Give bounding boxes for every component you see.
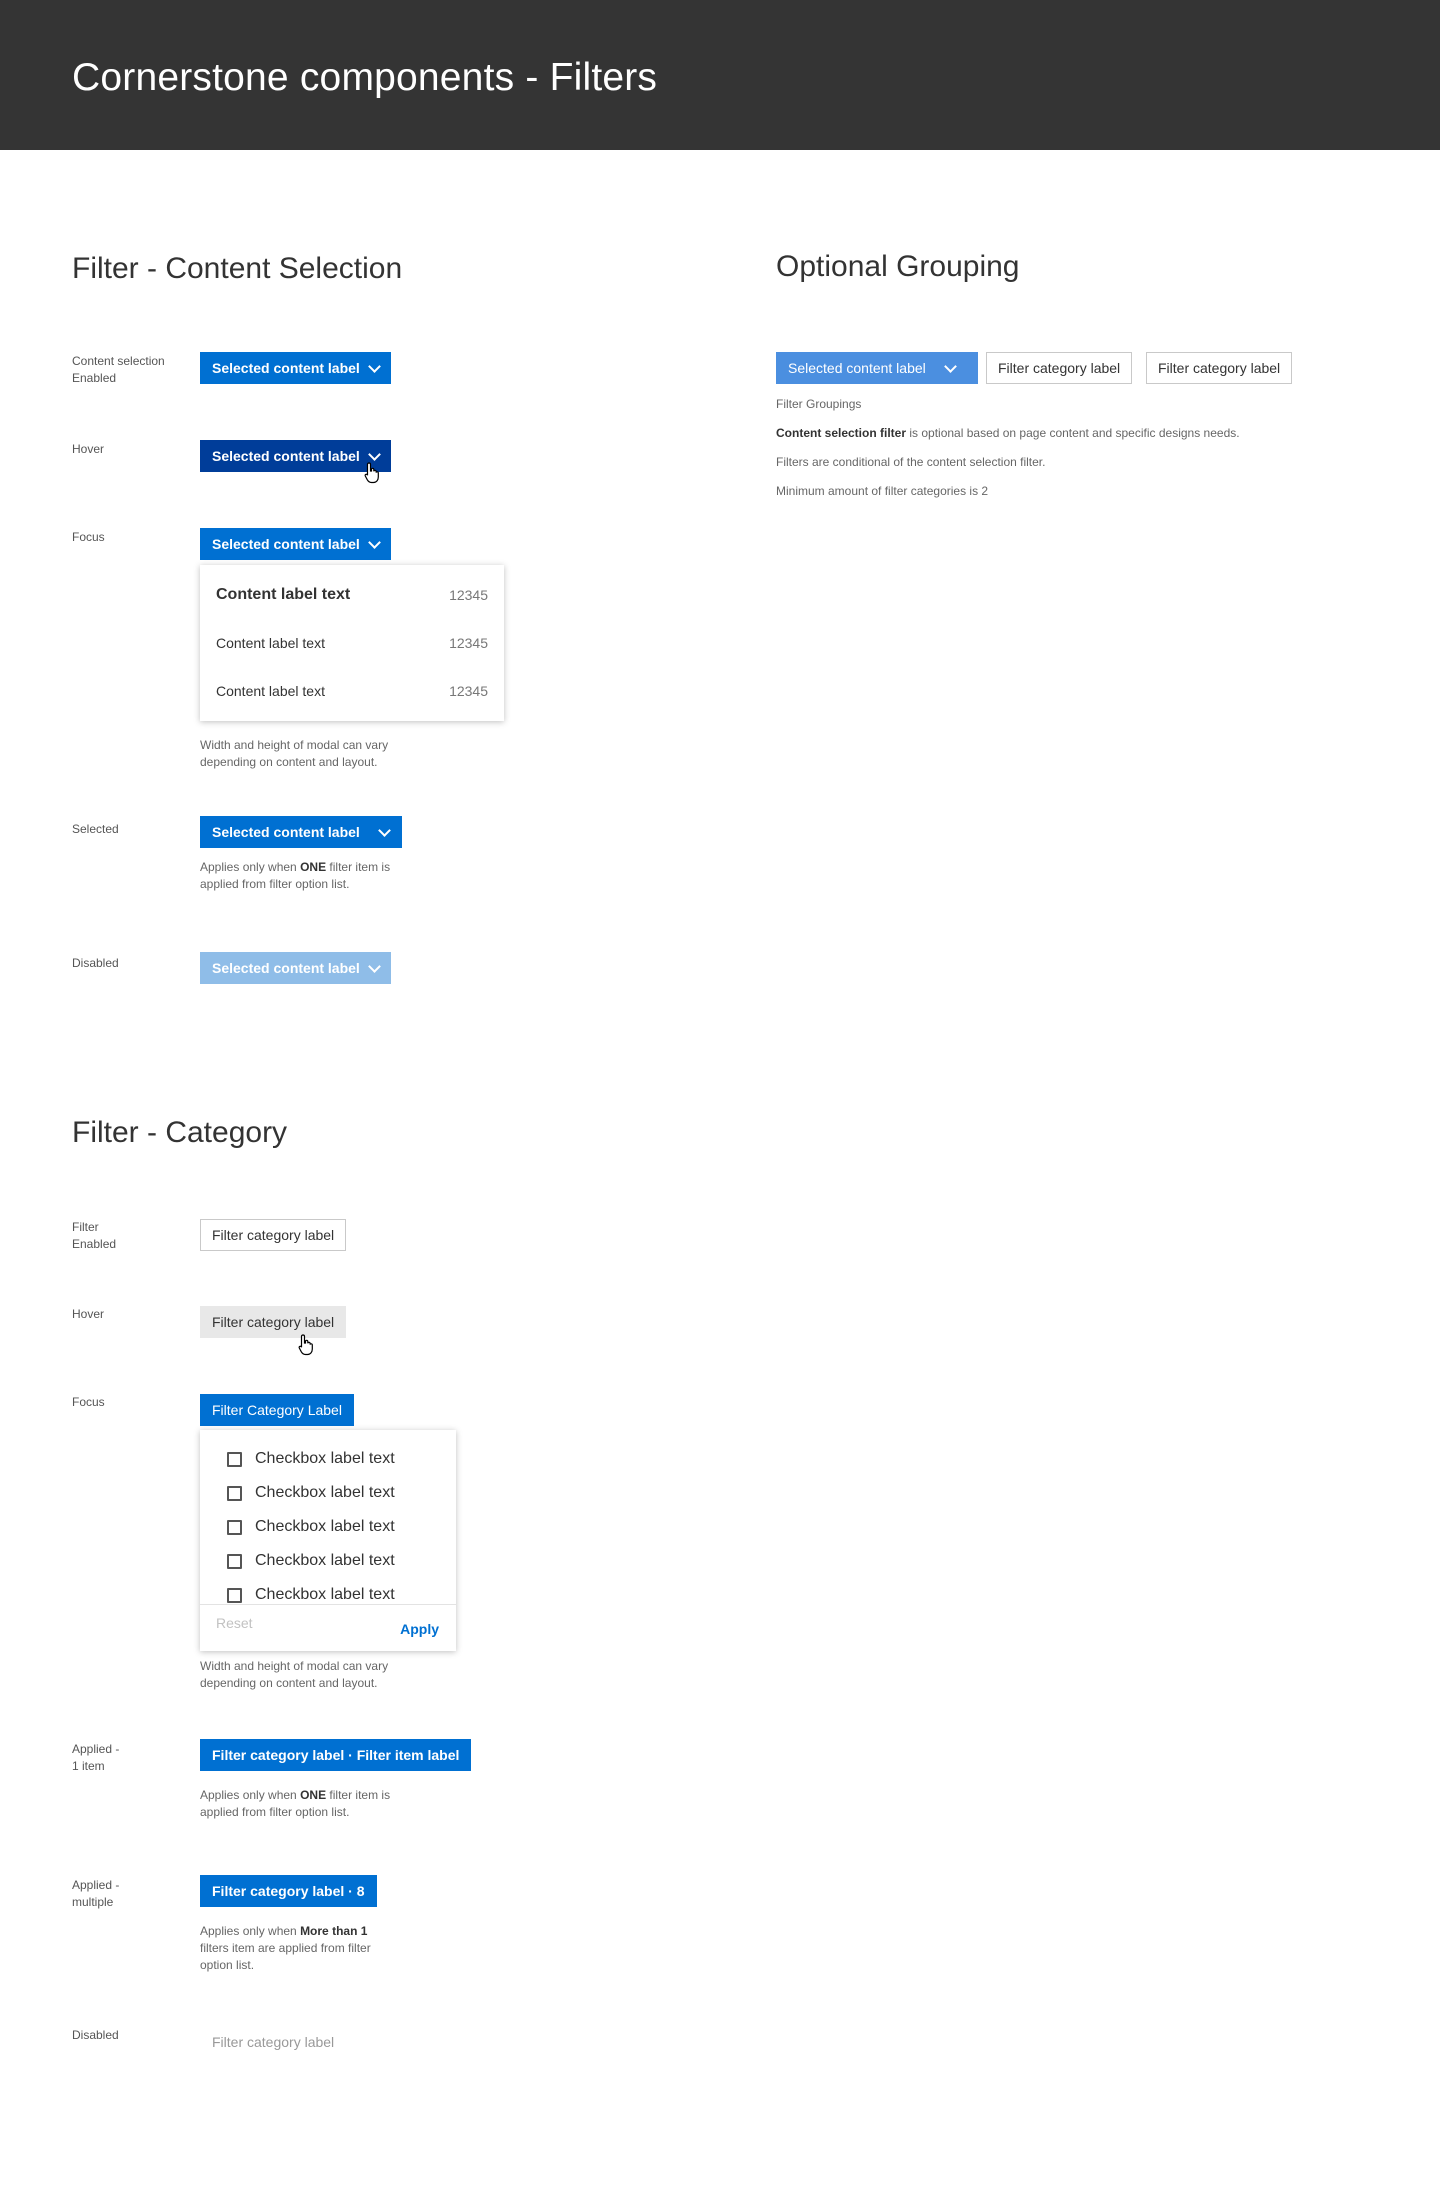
checkbox-icon[interactable] [227,1520,242,1535]
button-label: Selected content label [212,448,360,464]
checkbox-icon[interactable] [227,1452,242,1467]
note-text: Applies only when [200,860,301,874]
button-label: Filter category label · 8 [212,1883,365,1899]
button-label: Filter category label · Filter item label [212,1747,460,1763]
state-label-filter-disabled: Disabled [72,2028,119,2042]
state-label-line: Applied - [72,1742,120,1756]
chevron-down-icon [368,448,381,461]
note-text: filter item is [326,860,391,874]
menu-item-count: 12345 [449,683,488,699]
note-text: Applies only when [200,1788,301,1802]
state-label-filter-enabled [72,1219,182,1253]
selected-note [200,859,390,893]
content-selection-button-focus[interactable] [200,528,391,560]
checkbox-label: Checkbox label text [255,1586,395,1603]
note-bold: ONE [300,1788,327,1802]
menu-item-count: 12345 [449,587,488,603]
grouping-note-line: Minimum amount of filter categories is 2 [776,484,989,498]
button-label: Selected content label [212,960,360,976]
note-line: option list. [200,1958,255,1972]
content-selection-menu [200,565,504,721]
chevron-down-icon [368,536,381,549]
state-label-hover: Hover [72,442,105,456]
note-bold: Content selection filter [776,426,907,440]
checkbox-icon[interactable] [227,1554,242,1569]
note-bold: ONE [300,860,327,874]
note-text: is optional based on page content and specific designs needs. [906,426,1240,440]
grouping-caption: Filter Groupings [776,397,862,411]
menu-item-label: Content label text [216,586,351,603]
checkbox-list[interactable] [227,1442,447,1604]
grouping-content-selection-button[interactable] [776,352,978,384]
state-label-line: multiple [72,1895,114,1909]
button-label: Selected content label [212,360,360,376]
reset-button[interactable]: Reset [216,1615,253,1631]
filter-category-button-applied-one[interactable] [200,1739,471,1771]
note-line: depending on content and layout. [200,1676,378,1690]
filter-category-button-focus[interactable] [200,1394,354,1426]
checkbox-label: Checkbox label text [255,1518,395,1535]
state-label-applied-one [72,1741,182,1775]
button-label: Selected content label [212,824,360,840]
state-label-line: Applied - [72,1878,120,1892]
section-title-optional-grouping: Optional Grouping [776,250,1020,283]
checkbox-label: Checkbox label text [255,1450,395,1467]
filter-category-button-applied-multiple[interactable] [200,1875,377,1907]
page-title: Cornerstone components - Filters [72,56,658,99]
chevron-down-icon [944,360,957,373]
chevron-down-icon [378,824,391,837]
note-line: applied from filter option list. [200,1805,350,1819]
chevron-down-icon [368,960,381,973]
checkbox-item[interactable] [227,1544,447,1578]
menu-item-label: Content label text [216,635,325,651]
modal-note [200,1658,388,1692]
state-label-enabled [72,353,182,387]
filter-category-button-enabled[interactable]: Filter category label [200,1219,346,1251]
note-bold: More than 1 [300,1924,368,1938]
content-selection-button-selected[interactable] [200,816,402,848]
state-label-selected: Selected [72,822,119,836]
grouping-note-line: Filters are conditional of the content selection filter. [776,455,1046,469]
button-label: Selected content label [212,536,360,552]
menu-divider [200,1604,456,1605]
modal-note [200,737,388,771]
note-text: filter item is [326,1788,391,1802]
apply-button[interactable]: Apply [400,1621,439,1637]
grouping-category-button[interactable]: Filter category label [986,352,1132,384]
grouping-note-line [776,426,1240,440]
section-title-category: Filter - Category [72,1116,288,1149]
filter-category-menu [200,1430,456,1651]
filter-category-button-hover[interactable]: Filter category label [200,1306,346,1338]
menu-item[interactable] [200,619,504,667]
state-label-line: Enabled [72,1237,117,1251]
button-label: Selected content label [788,360,926,376]
note-text: Applies only when [200,1924,301,1938]
applied-multiple-note [200,1923,371,1974]
filter-category-button-disabled: Filter category label [212,2034,335,2050]
note-line: applied from filter option list. [200,877,350,891]
state-label-line: Enabled [72,371,117,385]
content-selection-button-enabled[interactable] [200,352,391,384]
checkbox-item[interactable] [227,1476,447,1510]
note-line: depending on content and layout. [200,755,378,769]
checkbox-item[interactable] [227,1578,447,1604]
state-label-line: 1 item [72,1759,105,1773]
content-selection-button-disabled [200,952,391,984]
hand-cursor-icon [364,462,380,484]
note-line: Width and height of modal can vary [200,738,389,752]
menu-item[interactable] [200,667,504,715]
checkbox-icon[interactable] [227,1486,242,1501]
checkbox-label: Checkbox label text [255,1552,395,1569]
state-label-line: Content selection [72,354,165,368]
state-label-filter-focus: Focus [72,1395,105,1409]
checkbox-item[interactable] [227,1442,447,1476]
applied-one-note [200,1787,390,1821]
menu-item-label: Content label text [216,683,325,699]
state-label-focus: Focus [72,530,105,544]
chevron-down-icon [368,360,381,373]
state-label-disabled: Disabled [72,956,119,970]
checkbox-icon[interactable] [227,1588,242,1603]
state-label-line: Filter [72,1220,99,1234]
content-selection-button-hover[interactable] [200,440,391,472]
section-title-content-selection: Filter - Content Selection [72,252,403,285]
grouping-category-button[interactable]: Filter category label [1146,352,1292,384]
hand-cursor-icon [298,1334,314,1356]
checkbox-label: Checkbox label text [255,1484,395,1501]
note-line: filters item are applied from filter [200,1941,371,1955]
state-label-filter-hover: Hover [72,1307,105,1321]
menu-item-count: 12345 [449,635,488,651]
button-label: Filter Category Label [212,1402,342,1418]
state-label-applied-multiple [72,1877,182,1911]
note-line: Width and height of modal can vary [200,1659,389,1673]
checkbox-item[interactable] [227,1510,447,1544]
menu-item[interactable] [200,571,504,619]
